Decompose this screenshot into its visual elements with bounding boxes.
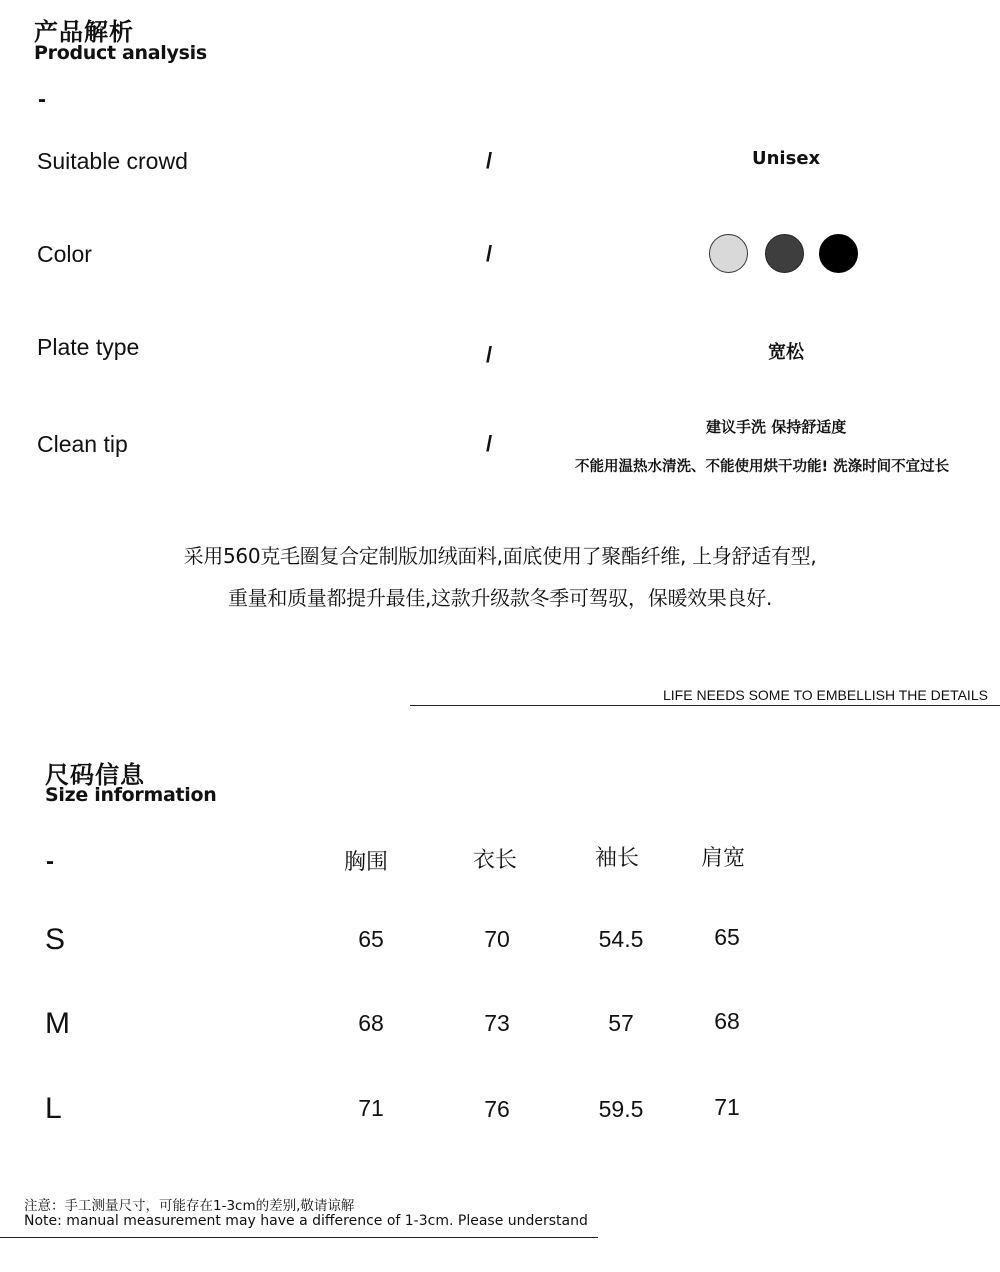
cell-l-chest: 71 [358, 1095, 384, 1121]
size-label-s: S [45, 923, 66, 956]
cell-s-shoulder: 65 [714, 924, 740, 950]
header-sleeve: 袖长 [595, 846, 640, 871]
size-info-title-en: Size information [45, 784, 217, 806]
product-analysis-dash: - [38, 86, 46, 113]
size-label-l: L [45, 1092, 62, 1125]
note-divider [0, 1237, 598, 1238]
suitable-crowd-separator: / [486, 148, 493, 173]
suitable-crowd-value: Unisex [752, 148, 821, 169]
cell-m-shoulder: 68 [714, 1008, 740, 1034]
product-analysis-title-zh: 产品解析 [34, 18, 134, 46]
cell-s-chest: 65 [358, 926, 384, 952]
color-separator: / [486, 241, 493, 266]
suitable-crowd-label: Suitable crowd [37, 148, 188, 174]
cell-s-sleeve: 54.5 [598, 926, 644, 952]
note-en: Note: manual measurement may have a difference of 1-3cm. Please understand [24, 1213, 588, 1229]
description-line1: 采用560克毛圈复合定制版加绒面料,面底使用了聚酯纤维, 上身舒适有型, [183, 544, 817, 568]
size-label-m: M [45, 1007, 70, 1040]
plate-type-separator: / [486, 342, 493, 367]
color-label: Color [37, 241, 92, 267]
header-shoulder: 肩宽 [701, 846, 746, 871]
clean-tip-value-line1: 建议手洗 保持舒适度 [706, 418, 847, 436]
clean-tip-value-line2: 不能用温热水清洗、不能使用烘干功能! 洗涤时间不宜过长 [575, 459, 950, 475]
color-swatch-light-gray [709, 234, 748, 273]
note-zh: 注意：手工测量尺寸，可能存在1-3cm的差别,敬请谅解 [24, 1198, 355, 1214]
cell-m-sleeve: 57 [608, 1010, 634, 1036]
cell-m-length: 73 [484, 1010, 510, 1036]
cell-l-shoulder: 71 [714, 1094, 740, 1120]
tagline-divider [410, 705, 1000, 706]
plate-type-label: Plate type [37, 334, 140, 360]
cell-s-length: 70 [484, 926, 510, 952]
plate-type-value: 宽松 [768, 342, 804, 363]
description-line2: 重量和质量都提升最佳,这款升级款冬季可驾驭，保暖效果良好. [227, 586, 772, 610]
size-table-dash: - [46, 848, 54, 875]
tagline: LIFE NEEDS SOME TO EMBELLISH THE DETAILS [663, 687, 988, 703]
cell-m-chest: 68 [358, 1010, 384, 1036]
size-info-title-zh: 尺码信息 [45, 761, 145, 789]
color-swatch-dark-gray [765, 234, 804, 273]
product-analysis-title-en: Product analysis [34, 42, 207, 64]
cell-l-sleeve: 59.5 [598, 1096, 644, 1122]
clean-tip-label: Clean tip [37, 431, 128, 457]
color-swatch-black [819, 234, 858, 273]
header-length: 衣长 [473, 848, 518, 873]
clean-tip-separator: / [486, 431, 493, 456]
header-chest: 胸围 [344, 850, 389, 875]
cell-l-length: 76 [484, 1096, 510, 1122]
